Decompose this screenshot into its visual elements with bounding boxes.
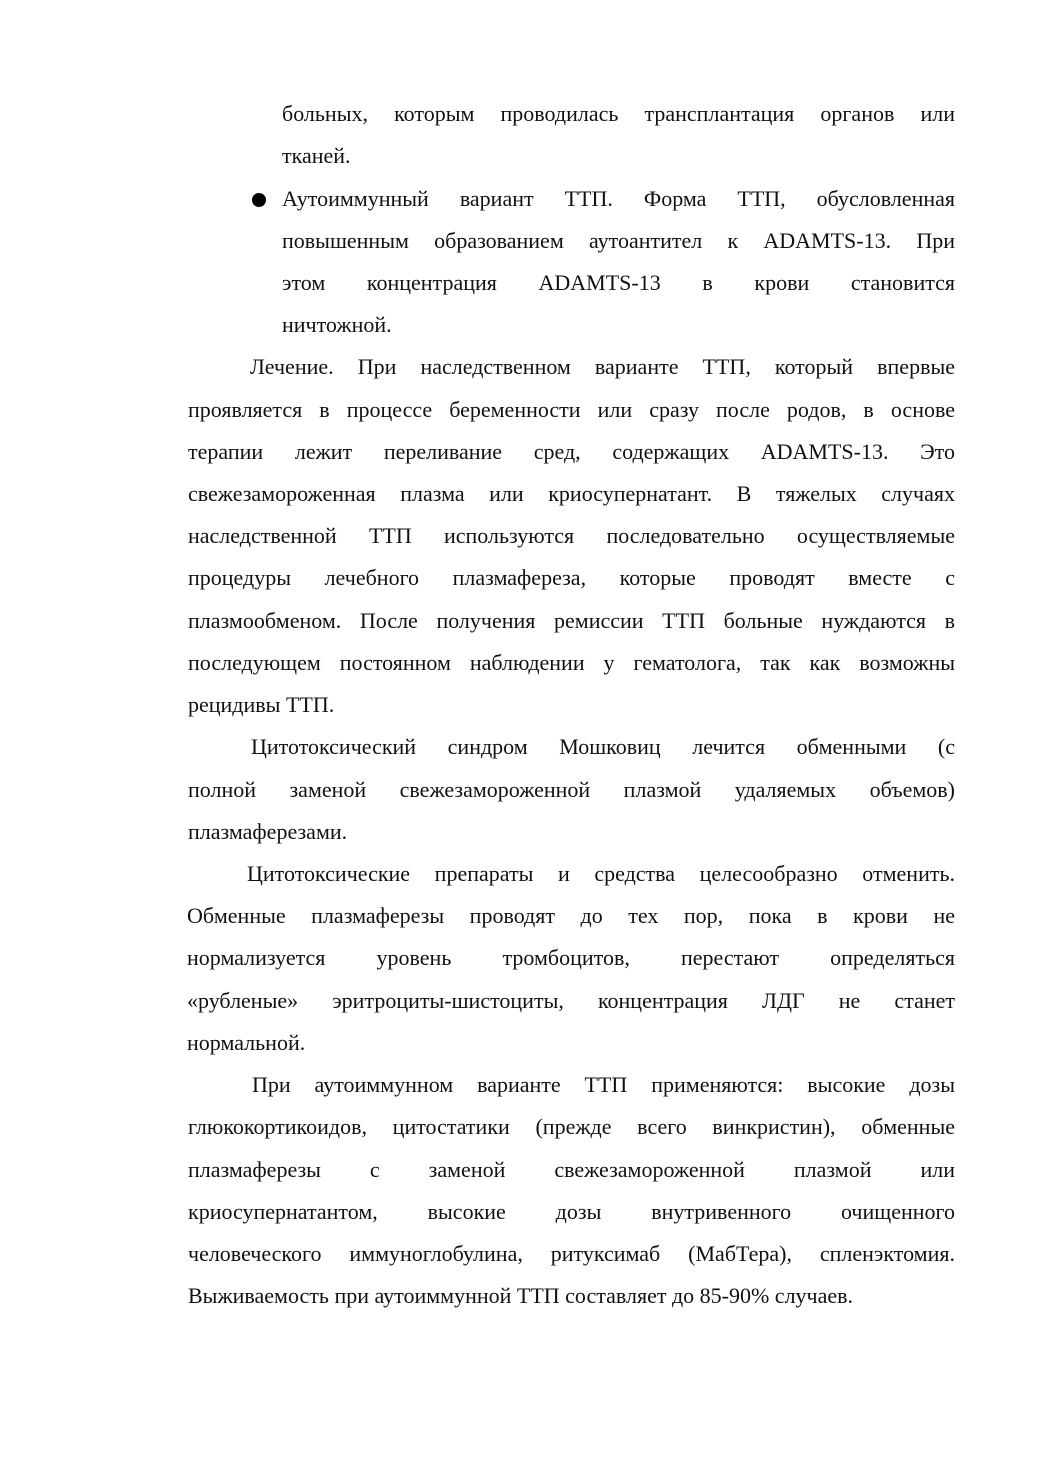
text-line: ничтожной. <box>282 312 392 337</box>
text-line: глюкокортикоидов, цитостатики (прежде всего винкристин), обменные <box>188 1114 955 1139</box>
text-line: Цитотоксические препараты и средства целесообразно отменить. <box>247 861 955 886</box>
text-line: плазмаферезами. <box>188 819 348 844</box>
text-line: Цитотоксический синдром Мошковиц лечится обменными (с <box>251 734 955 759</box>
text-line: плазмаферезы с заменой свежезамороженной плазмой или <box>188 1157 955 1182</box>
text-line: терапии лежит переливание сред, содержащих ADAMTS-13. Это <box>188 439 955 464</box>
text-line: этом концентрация ADAMTS-13 в крови становится <box>282 270 955 295</box>
text-line: Аутоиммунный вариант ТТП. Форма ТТП, обусловленная <box>282 186 955 211</box>
text-line: плазмообменом. После получения ремиссии ТТП больные нуждаются в <box>188 608 955 633</box>
text-line: человеческого иммуноглобулина, ритуксимаб (МабТера), спленэктомия. <box>188 1241 955 1266</box>
text-line: Выживаемость при аутоиммунной ТТП составляет до 85-90% случаев. <box>188 1283 854 1308</box>
text-line: повышенным образованием аутоантител к ADAMTS-13. При <box>282 228 955 253</box>
text-line: свежезамороженная плазма или криосупернатант. В тяжелых случаях <box>188 481 955 506</box>
text-line: тканей. <box>282 143 351 168</box>
text-line: больных, которым проводилась трансплантация органов или <box>282 101 955 126</box>
text-line: нормализуется уровень тромбоцитов, перестают определяться <box>187 945 955 970</box>
text-line: процедуры лечебного плазмафереза, которые проводят вместе с <box>188 565 955 590</box>
text-line: Лечение. При наследственном варианте ТТП, который впервые <box>250 354 955 379</box>
text-line: рецидивы ТТП. <box>188 692 335 717</box>
text-line: проявляется в процессе беременности или сразу после родов, в основе <box>188 397 955 422</box>
text-line: Обменные плазмаферезы проводят до тех пор, пока в крови не <box>187 903 955 928</box>
text-line: полной заменой свежезамороженной плазмой удаляемых объемов) <box>188 777 955 802</box>
text-line: наследственной ТТП используются последовательно осуществляемые <box>188 523 955 548</box>
text-line: последующем постоянном наблюдении у гематолога, так как возможны <box>188 650 955 675</box>
text-line: При аутоиммунном варианте ТТП применяются: высокие дозы <box>252 1072 955 1097</box>
bullet-dot-icon <box>252 193 266 207</box>
text-line: нормальной. <box>187 1030 306 1055</box>
text-line: «рубленые» эритроциты-шистоциты, концентрация ЛДГ не станет <box>187 988 955 1013</box>
text-line: криосупернатантом, высокие дозы внутривенного очищенного <box>188 1199 955 1224</box>
